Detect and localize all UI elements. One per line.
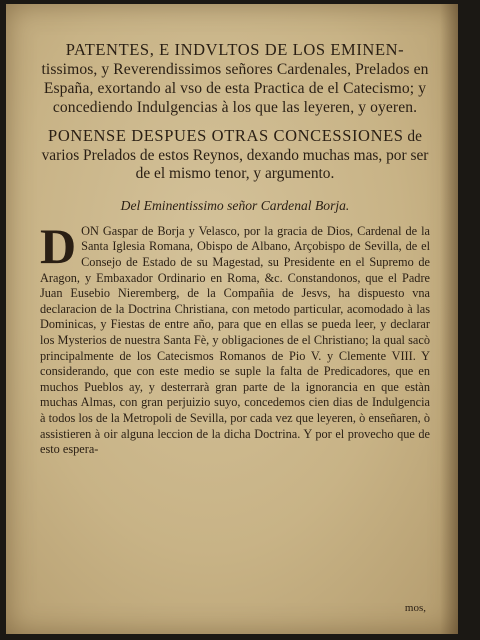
title-first-line: PATENTES, E INDVLTOS DE LOS EMINEN-	[65, 40, 405, 59]
title-rest: tissimos, y Reverendissimos señores Cardenales, Prelados en España, exortando al vso de esta Practica de el Catecismo; y concediendo Indulgencias à los que las leyeren, y oyeren.	[41, 61, 429, 116]
body-paragraph	[40, 217, 430, 458]
body-text: ON Gaspar de Borja y Velasco, por la gracia de Dios, Cardenal de la Santa Iglesia Romana, Obispo de Albano, Arçobispo de Sevilla, de el Consejo de Estado de su Magestad, su Presidente en el Supremo de Aragon, y Embaxador Ordinario en Roma, &c. Constandonos, que el Padre Juan Eusebio Nieremberg, de la Compañia de Jesvs, ha dispuesto vna declaracion de la Doctrina Christiana, con metodo particular, acomodado à las Dominicas, y Fiestas de entre año, para que en ellas se pueda leer, y declarar los Mysterios de nuestra Santa Fè, y obligaciones de el Christiano; la qual sacò principalmente de los Catecismos Romanos de Pio V. y Clemente VIII. Y considerando, que con este medio se suple la falta de Predicadores, que en muchos Pueblos ay, y desterrarà gran parte de la ignorancia en que estàn muchas Almas, con gran perjuizio suyo, concedemos cien dias de Indulgencia à todos los de la Metropoli de Sevilla, por cada vez que leyeren, ò enseñaren, ò assistieren à oir alguna leccion de la dicha Doctrina. Y por el provecho que de esto espera-	[40, 223, 430, 457]
document-subtitle	[40, 127, 430, 184]
section-heading: Del Eminentissimo señor Cardenal Borja.	[120, 197, 350, 213]
document-page	[6, 4, 458, 634]
catchword: mos,	[404, 602, 426, 614]
drop-cap: D	[40, 217, 77, 274]
subtitle-rest: de varios Prelados de estos Reynos, dexando muchas mas, por ser de el mismo tenor, y argumento.	[41, 128, 429, 183]
document-title	[40, 40, 430, 117]
subtitle-first-line: PONENSE DESPUES OTRAS CONCESSIONES	[48, 126, 404, 145]
page-content	[40, 40, 430, 458]
